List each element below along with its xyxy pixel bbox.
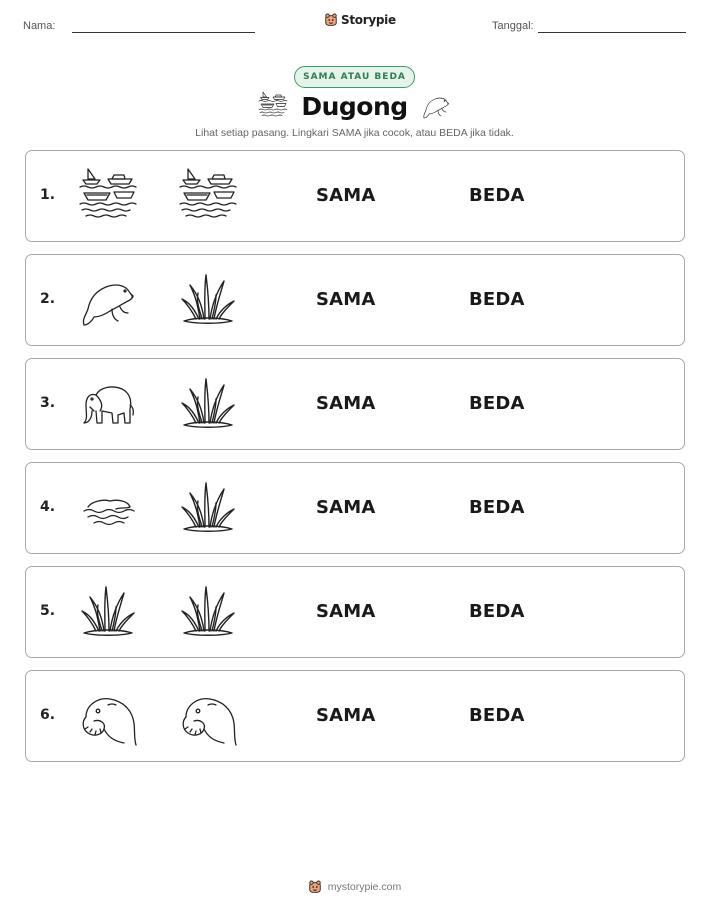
storypie-logo-icon [308,880,322,894]
beda-option[interactable]: BEDA [469,289,525,310]
exercise-row [25,566,685,658]
brand [324,13,396,27]
exercise-row [25,670,685,762]
row-number: 1. [40,187,56,203]
footer-site: mystorypie.com [327,881,402,893]
exercise-row [25,254,685,346]
name-line[interactable] [72,32,255,33]
boats-on-water-icon [78,167,138,227]
elephant-icon [78,375,138,435]
footer [0,880,709,894]
row-number: 3. [40,395,56,411]
exercise-list [25,150,685,774]
beda-option[interactable]: BEDA [469,185,525,206]
water-ripples-icon [78,479,138,539]
title-row [0,91,709,121]
brand-name: Storypie [341,13,396,27]
page-title: Dugong [301,91,408,121]
exercise-row [25,358,685,450]
beda-option[interactable]: BEDA [469,497,525,518]
row-number: 4. [40,499,56,515]
beda-option[interactable]: BEDA [469,705,525,726]
name-label: Nama: [23,20,56,32]
boats-on-water-icon [257,91,289,121]
seagrass-icon [178,583,238,643]
beda-option[interactable]: BEDA [469,393,525,414]
sama-option[interactable]: SAMA [316,705,376,726]
storypie-logo-icon [324,13,338,27]
date-line[interactable] [538,32,686,33]
sama-option[interactable]: SAMA [316,497,376,518]
seagrass-icon [178,479,238,539]
activity-badge: SAMA ATAU BEDA [294,66,415,88]
row-number: 5. [40,603,56,619]
sama-option[interactable]: SAMA [316,185,376,206]
seagrass-icon [178,375,238,435]
seagrass-icon [178,271,238,331]
sama-option[interactable]: SAMA [316,393,376,414]
beda-option[interactable]: BEDA [469,601,525,622]
dugong-face-icon [178,687,238,747]
row-number: 6. [40,707,56,723]
row-number: 2. [40,291,56,307]
sama-option[interactable]: SAMA [316,289,376,310]
manatee-icon [78,271,138,331]
exercise-row [25,462,685,554]
seagrass-icon [78,583,138,643]
boats-on-water-icon [178,167,238,227]
instructions: Lihat setiap pasang. Lingkari SAMA jika cocok, atau BEDA jika tidak. [195,127,514,139]
date-label: Tanggal: [492,20,534,32]
dugong-icon [420,91,452,121]
exercise-row [25,150,685,242]
dugong-face-icon [78,687,138,747]
sama-option[interactable]: SAMA [316,601,376,622]
